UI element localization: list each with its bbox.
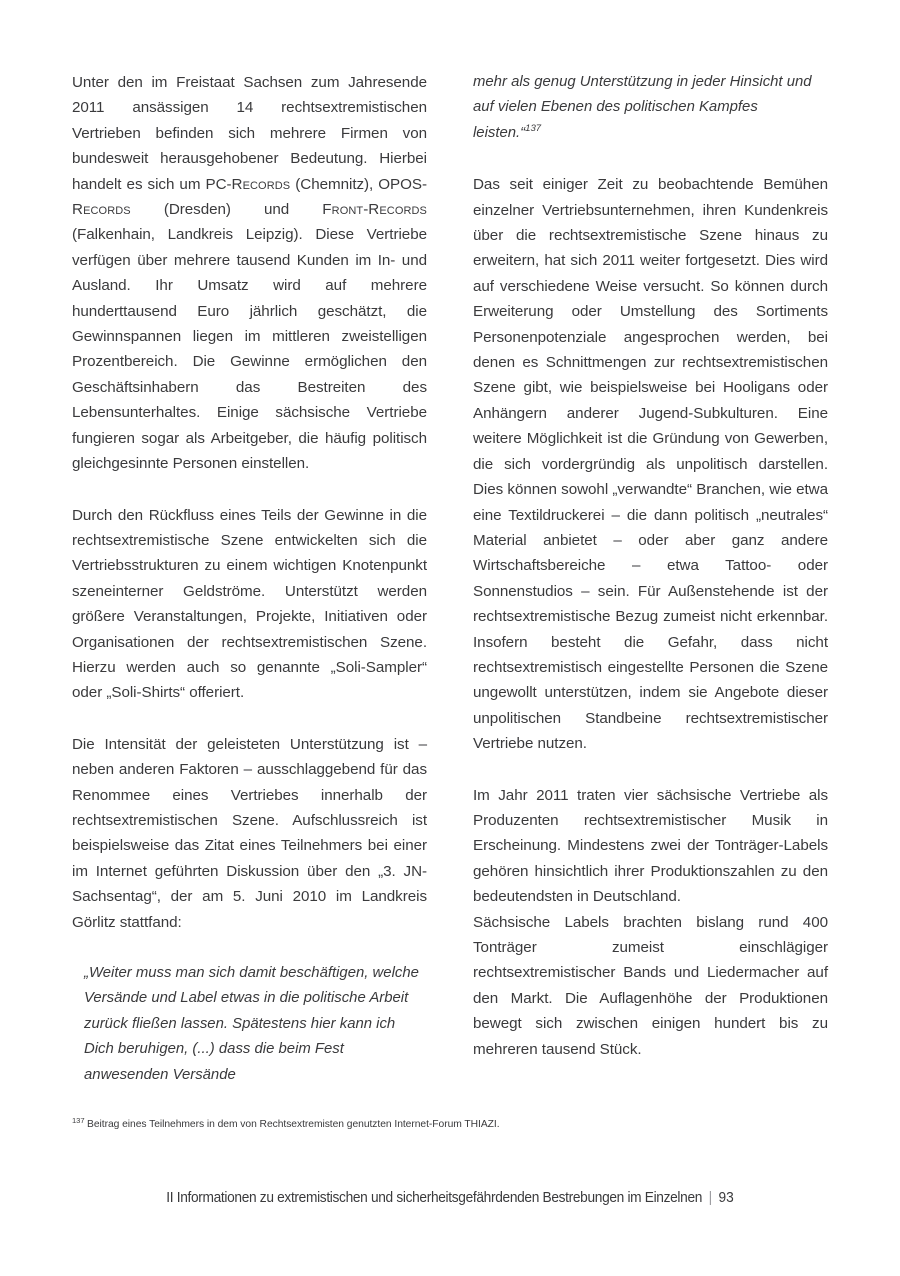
paragraph-intensitaet-unterstuetzung: Die Intensität der geleisteten Unterstützung ist – neben anderen Faktoren – ausschlaggebend für das Renommee eines Vertriebes innerhalb der rechtsextremistischen Szene. Aufschlussreich ist beispielsweise das Zitat eines Teilnehmers bei einer im Internet geführten Diskussion über den „3. JN-Sachsentag“, der am 5. Juni 2010 im Landkreis Görlitz stattfand:	[72, 735, 427, 931]
paragraph-produzenten-2011: Im Jahr 2011 traten vier sächsische Vertriebe als Produzenten rechtsextremistischer Musik in Erscheinung. Mindestens zwei der Tonträger-Labels gehören hinsichtlich ihrer Produktionszahlen zu den bedeutendsten in Deutschland.	[473, 786, 828, 906]
footnote-reference-137[interactable]: 137	[525, 122, 542, 134]
footnote-text: Beitrag eines Teilnehmers in dem von Rechtsextremisten genutzten Internet-Forum THIAZI.	[87, 1119, 500, 1130]
page-footer	[27, 1188, 873, 1208]
paragraph-segment-hyphen: -	[363, 201, 369, 219]
column-right	[473, 70, 828, 1062]
paragraph-rueckfluss-gewinne: Durch den Rückfluss eines Teils der Gewinne in die rechtsextremistische Szene entwickelten sich die Vertriebsstrukturen zu einem wichtigen Knotenpunkt szeneinterner Geldströme. Unterstützt werden größere Veranstaltungen, Projekte, Initiativen oder Organisationen der rechtsextremistischen Szene. Hierzu werden auch so genannte „Soli-Sampler“ oder „Soli-Shirts“ offeriert.	[72, 506, 427, 702]
blockquote-forum-zitat-fortsetzung	[473, 70, 828, 146]
paragraph-segment-text: (Falkenhain, Landkreis Leipzig). Diese Vertriebe verfügen über mehrere tausend Kunden im In- und Ausland. Ihr Umsatz wird auf mehrere hunderttausend Euro jährlich geschätzt, die Gewinnspannen liegen im mittleren zweistelligen Prozentbereich. Die Gewinne ermöglichen den Geschäftsinhabern das Bestreiten des Lebensunterhaltes. Einige sächsische Vertriebe fungieren sogar als Arbeitgeber, die häufig politisch gleichgesinnte Personen einstellen.	[72, 226, 427, 473]
footer-separator: |	[708, 1190, 712, 1206]
paragraph-segment-text: Unter den im Freistaat Sachsen zum Jahresende 2011 ansässigen 14 rechtsextremistischen Vertrieben befinden sich mehrere Firmen von bundesweit herausgehobener Bedeutung. Hierbei handelt es sich um PC-	[72, 74, 427, 193]
smallcaps-front: Front	[322, 201, 364, 219]
paragraph-saechsische-labels: Sächsische Labels brachten bislang rund 400 Tonträger zumeist einschlägiger rechtsextremistischer Bands und Liedermacher auf den Markt. Die Auflagenhöhe der Produktionen bewegt sich zwischen einigen hundert bis zu mehreren tausend Stück.	[473, 913, 828, 1058]
smallcaps-records-3: Records	[368, 201, 427, 219]
column-left	[72, 70, 427, 1114]
footer-chapter-title: II Informationen zu extremistischen und sicherheitsgefährdenden Bestrebungen im Einzelnen	[166, 1190, 703, 1206]
paragraph-segment-text: (Dresden) und	[130, 201, 323, 219]
paragraph-segment-text: (Chemnitz), OPOS-	[290, 175, 427, 193]
smallcaps-records-1: Records	[231, 175, 291, 193]
blockquote-text: mehr als genug Unterstützung in jeder Hinsicht und auf vielen Ebenen des politischen Kampfes leisten.“	[473, 74, 812, 141]
paragraph-vertriebe-sachsen	[72, 70, 427, 477]
two-column-body	[72, 70, 828, 1090]
page-number: 93	[718, 1190, 734, 1206]
smallcaps-records-2: Records	[72, 201, 131, 219]
footnote-number: 137	[72, 1115, 85, 1125]
blockquote-forum-zitat: „Weiter muss man sich damit beschäftigen, welche Versände und Label etwas in die politische Arbeit zurück fließen lassen. Spätestens hier kann ich Dich beruhigen, (...) dass die beim Fest anwesenden Versände	[84, 965, 419, 1083]
paragraph-kundenkreis-erweiterung: Das seit einiger Zeit zu beobachtende Bemühen einzelner Vertriebsunternehmen, ihren Kundenkreis über die rechtsextremistische Szene hinaus zu erweitern, hat sich 2011 weiter fortgesetzt. Dies wird auf verschiedene Weise versucht. So können durch Erweiterung oder Umstellung des Sortiments Personenpotenziale angesprochen werden, bei denen es Schnittmengen zur rechtsextremistischen Szene gibt, wie beispielsweise bei Hooligans oder Anhängern anderer Jugend-Subkulturen. Eine weitere Möglichkeit ist die Gründung von Gewerben, die sich vordergründig als unpolitisch darstellen. Dies können sowohl „verwandte“ Branchen, wie etwa eine Textildruckerei – die dann politisch „neutrales“ Material anbietet – oder aber ganz andere Wirtschaftsbereiche – etwa Tattoo- oder Sonnenstudios – sein. Für Außenstehende ist der rechtsextremistische Bezug zumeist nicht erkennbar. Insofern besteht die Gefahr, dass nicht rechtsextremistisch eingestellte Personen die Szene ungewollt unterstützen, indem sie Angebote dieser unpolitischen Standbeine rechtsextremistischer Vertriebe nutzen.	[473, 176, 828, 753]
footnote-137	[72, 1115, 828, 1132]
